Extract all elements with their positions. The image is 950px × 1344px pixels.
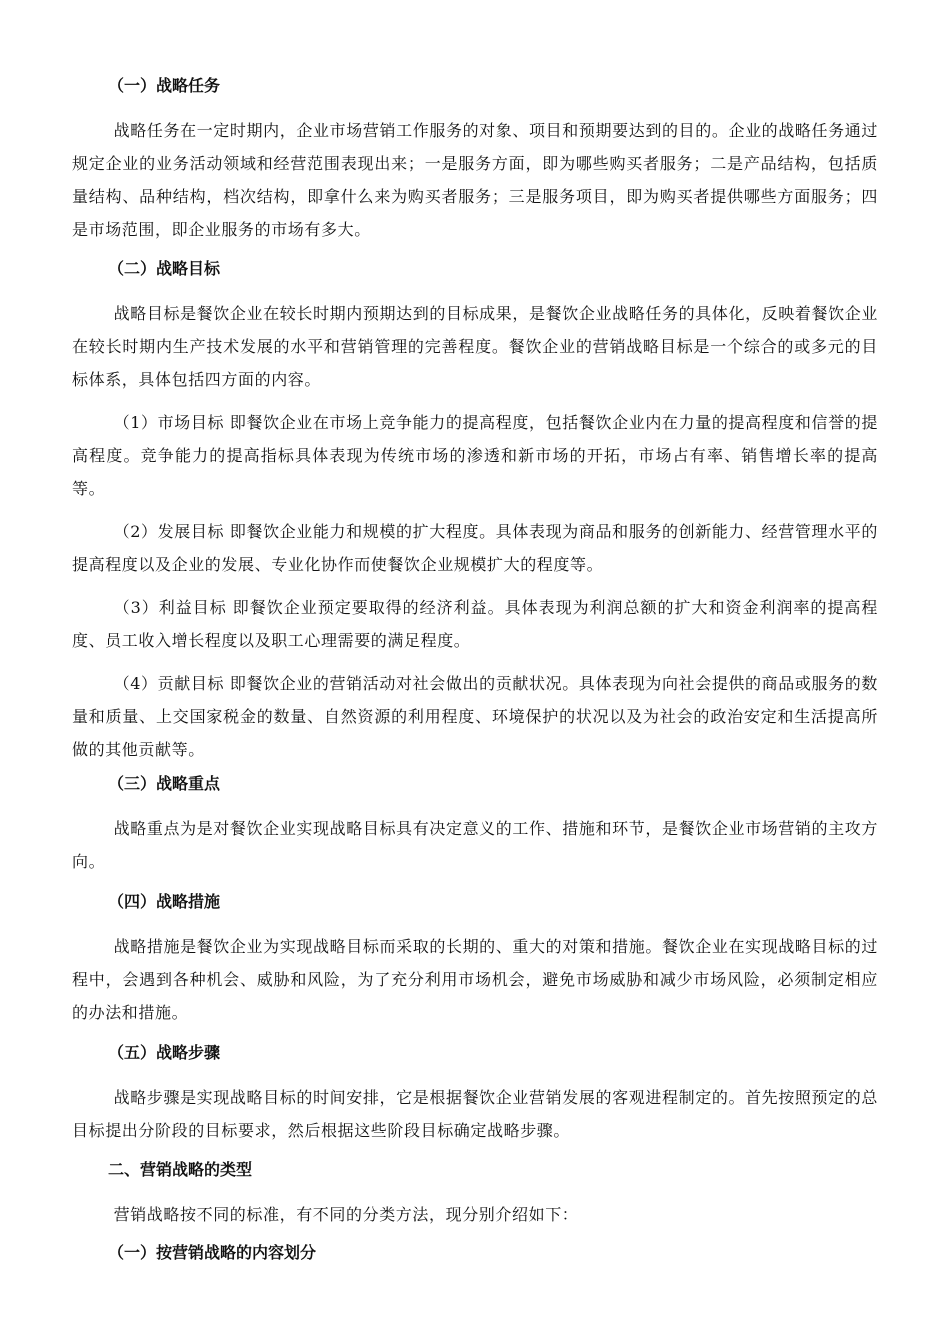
heading-marketing-strategy-types: 二、营销战略的类型 <box>108 1160 253 1179</box>
paragraph-marketing-strategy-types: 营销战略按不同的标准，有不同的分类方法，现分别介绍如下： <box>113 1205 579 1224</box>
paragraph-strategic-focus: 战略重点为是对餐饮企业实现战略目标具有决定意义的工作、措施和环节，是餐饮企业市场营销的主攻方向。 <box>72 819 878 871</box>
paragraph-strategic-task: 战略任务在一定时期内，企业市场营销工作服务的对象、项目和预期要达到的目的。企业的战略任务通过规定企业的业务活动领域和经营范围表现出来；一是服务方面，即为哪些购买者服务；二是产品结构，包括质量结构、品种结构，档次结构，即拿什么来为购买者服务；三是服务项目，即为购买者提供哪些方面服务；四是市场范围，即企业服务的市场有多大。 <box>72 121 878 239</box>
list-item-development-goal: （2）发展目标 即餐饮企业能力和规模的扩大程度。具体表现为商品和服务的创新能力、经营管理水平的提高程度以及企业的发展、专业化协作而使餐饮企业规模扩大的程度等。 <box>72 522 878 574</box>
heading-strategic-measures: （四）战略措施 <box>108 892 221 911</box>
heading-strategic-task: （一）战略任务 <box>108 76 221 95</box>
list-item-profit-goal: （3）利益目标 即餐饮企业预定要取得的经济利益。具体表现为利润总额的扩大和资金利润率的提高程度、员工收入增长程度以及职工心理需要的满足程度。 <box>72 598 878 650</box>
heading-strategic-goal: （二）战略目标 <box>108 259 221 278</box>
list-item-market-goal: （1）市场目标 即餐饮企业在市场上竞争能力的提高程度，包括餐饮企业内在力量的提高程度和信誉的提高程度。竞争能力的提高指标具体表现为传统市场的渗透和新市场的开拓，市场占有率、销售增长率的提高等。 <box>72 413 878 498</box>
paragraph-strategic-goal: 战略目标是餐饮企业在较长时期内预期达到的目标成果，是餐饮企业战略任务的具体化，反映着餐饮企业在较长时期内生产技术发展的水平和营销管理的完善程度。餐饮企业的营销战略目标是一个综合的或多元的目标体系，具体包括四方面的内容。 <box>72 304 878 389</box>
heading-strategic-focus: （三）战略重点 <box>108 774 221 793</box>
section-marketing-strategy-types <box>72 1158 878 1265</box>
heading-by-content: （一）按营销战略的内容划分 <box>108 1243 317 1262</box>
paragraph-strategic-steps: 战略步骤是实现战略目标的时间安排，它是根据餐饮企业营销发展的客观进程制定的。首先按照预定的总目标提出分阶段的目标要求，然后根据这些阶段目标确定战略步骤。 <box>72 1088 878 1140</box>
list-item-contribution-goal: （4）贡献目标 即餐饮企业的营销活动对社会做出的贡献状况。具体表现为向社会提供的商品或服务的数量和质量、上交国家税金的数量、自然资源的利用程度、环境保护的状况以及为社会的政治安定和生活提高所做的其他贡献等。 <box>72 674 878 759</box>
heading-strategic-steps: （五）战略步骤 <box>108 1043 221 1062</box>
section-strategic-goal <box>72 257 878 766</box>
section-strategic-task <box>72 74 878 246</box>
section-strategic-steps <box>72 1041 878 1147</box>
paragraph-strategic-measures: 战略措施是餐饮企业为实现战略目标而采取的长期的、重大的对策和措施。餐饮企业在实现战略目标的过程中，会遇到各种机会、威胁和风险，为了充分利用市场机会，避免市场威胁和减少市场风险，必须制定相应的办法和措施。 <box>72 937 878 1022</box>
section-strategic-focus <box>72 772 878 878</box>
section-strategic-measures <box>72 890 878 1029</box>
